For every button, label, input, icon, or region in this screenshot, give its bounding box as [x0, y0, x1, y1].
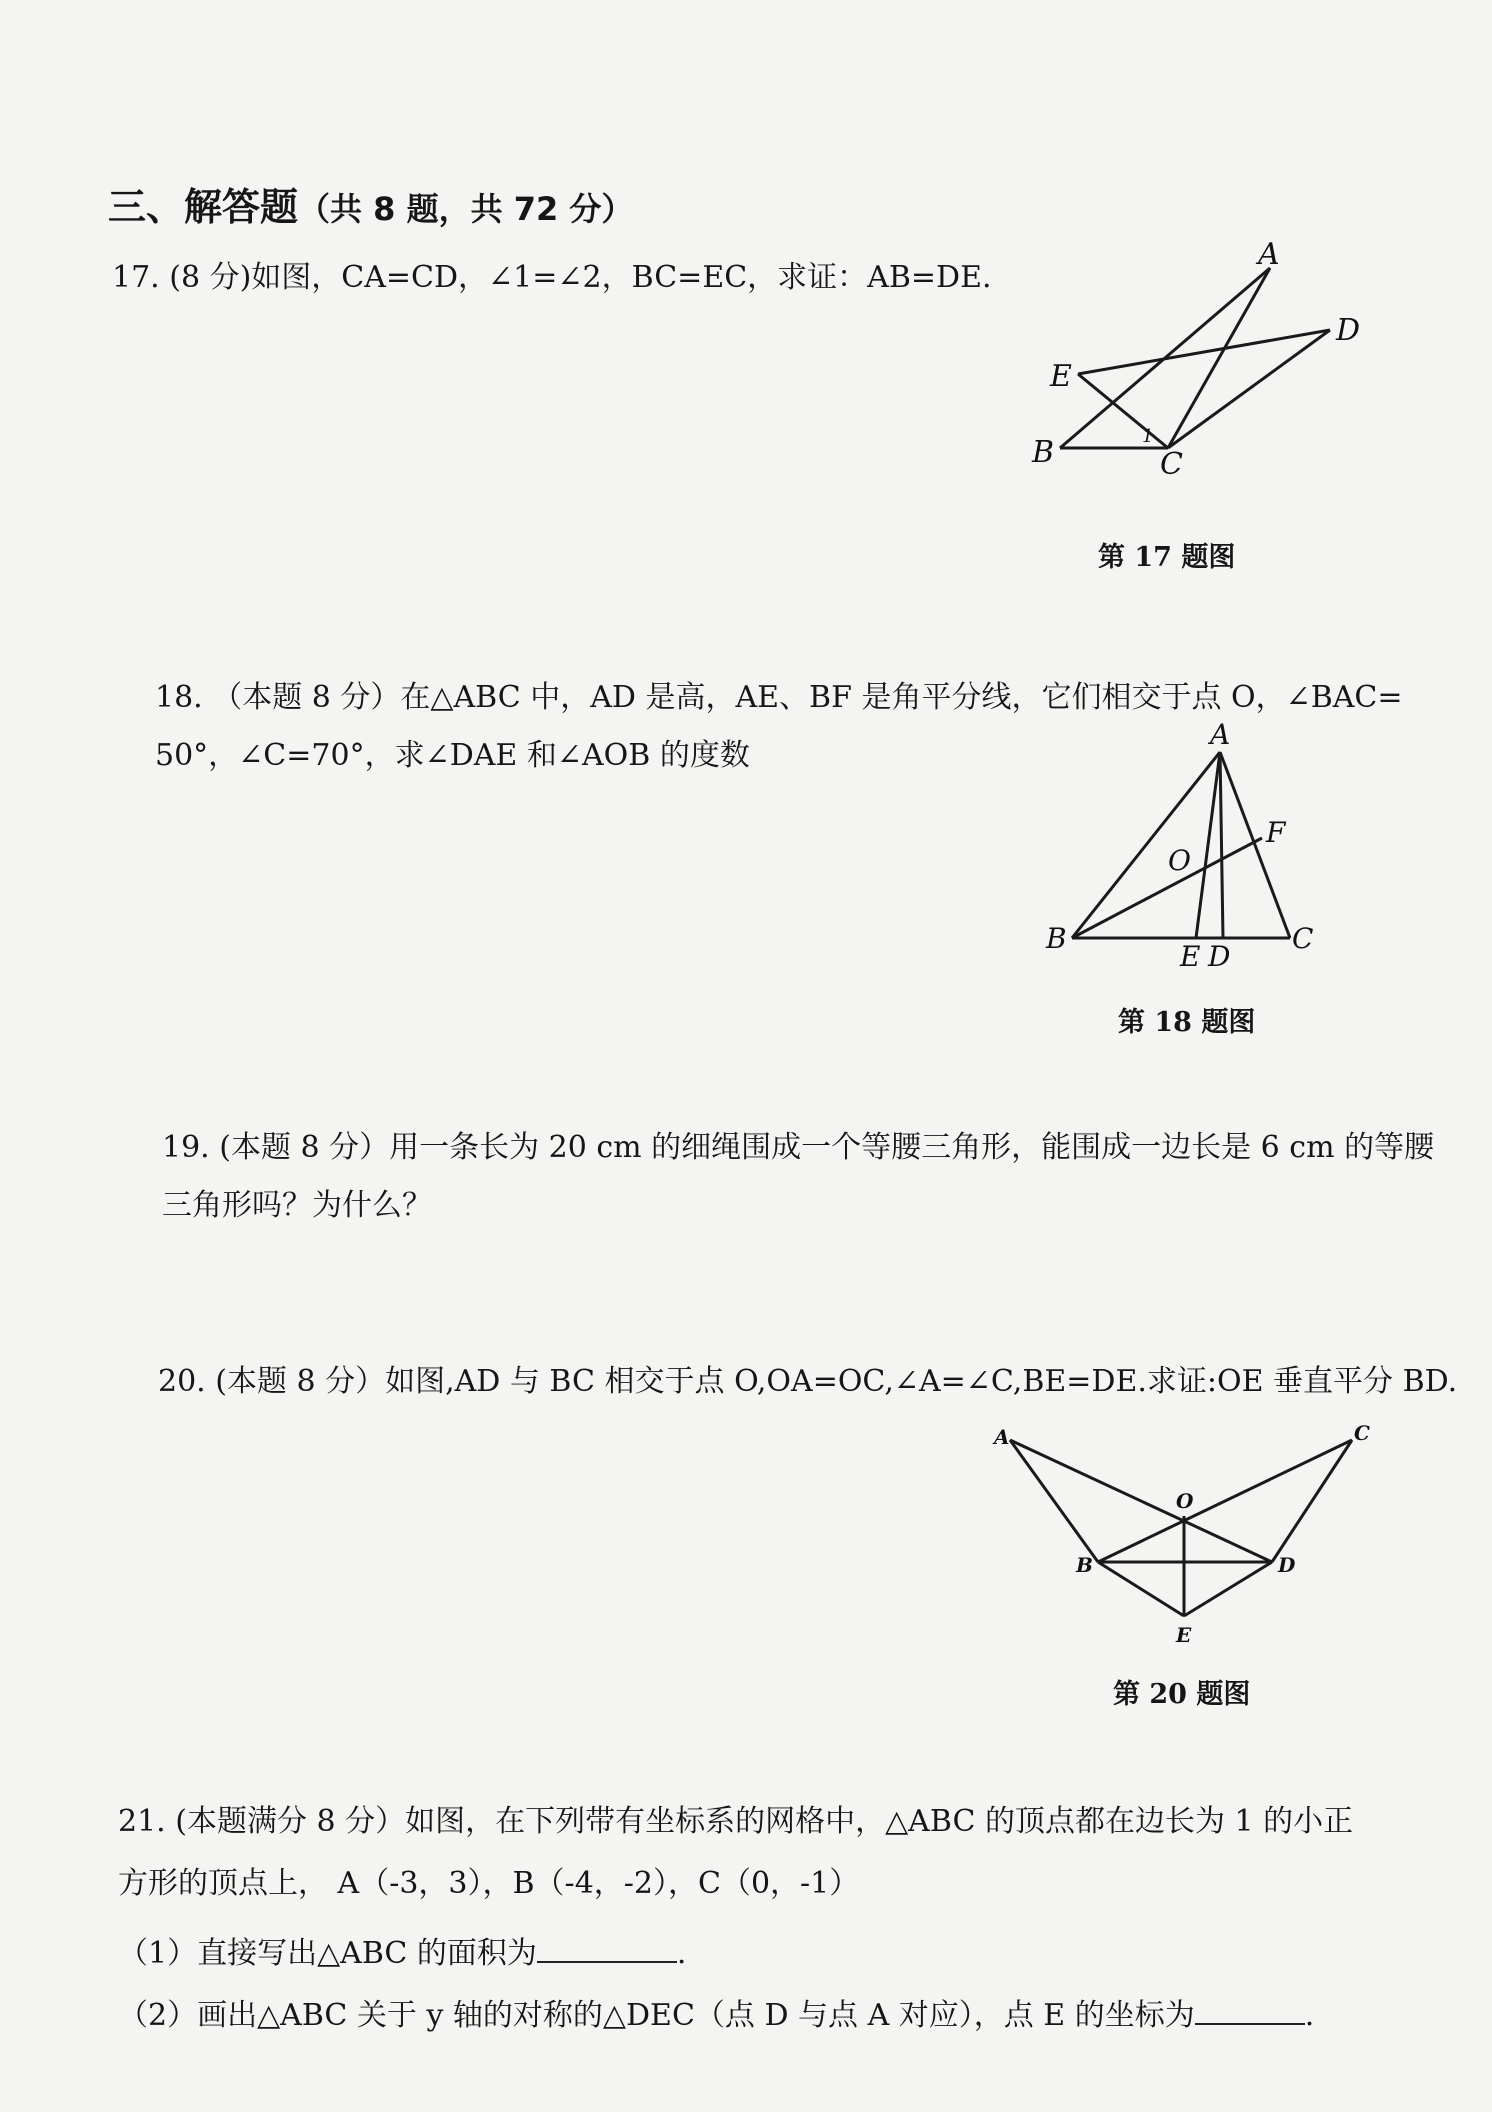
label-18-f: F — [1266, 816, 1286, 849]
question-20-text: 20. (本题 8 分）如图,AD 与 BC 相交于点 O,OA=OC,∠A=∠C,BE=DE.求证:OE 垂直平分 BD. — [158, 1364, 1458, 1399]
label-17-c: C — [1160, 447, 1183, 482]
section-title: 三、解答题 — [108, 185, 299, 229]
label-20-a: A — [994, 1425, 1010, 1449]
label-20-c: C — [1354, 1421, 1370, 1445]
label-18-b: B — [1046, 922, 1067, 955]
caption-17: 第 17 题图 — [1098, 542, 1236, 573]
label-20-o: O — [1176, 1489, 1194, 1513]
question-21-part2 — [118, 1990, 1314, 2034]
segment-ad — [1220, 752, 1223, 938]
part1-end: . — [676, 1936, 687, 1971]
segment-ac — [1168, 268, 1270, 448]
label-18-o: O — [1168, 844, 1191, 877]
figure-17 — [1020, 237, 1380, 482]
label-17-a: A — [1258, 237, 1280, 272]
section-note: （共 8 题，共 72 分） — [298, 190, 634, 228]
label-20-e: E — [1176, 1623, 1192, 1647]
question-17-text: 17. (8 分)如图，CA=CD，∠1=∠2，BC=EC，求证：AB=DE. — [112, 260, 992, 295]
caption-20: 第 20 题图 — [1113, 1679, 1251, 1710]
question-21-line1: 21. (本题满分 8 分）如图，在下列带有坐标系的网格中，△ABC 的顶点都在边长为 1 的小正 — [118, 1804, 1354, 1839]
segment-cd — [1168, 330, 1330, 448]
segment-ad — [1010, 1440, 1272, 1562]
question-19-line2: 三角形吗？为什么？ — [162, 1188, 432, 1223]
segment-de — [1184, 1562, 1272, 1616]
segment-cb — [1098, 1440, 1352, 1562]
segment-ec — [1078, 374, 1168, 448]
segment-ed — [1078, 330, 1330, 374]
label-18-e: E — [1180, 940, 1201, 973]
label-17-e: E — [1050, 359, 1072, 394]
part2-text: （2）画出△ABC 关于 y 轴的对称的△DEC（点 D 与点 A 对应），点 E 的坐标为 — [118, 1998, 1195, 2033]
question-21-part1 — [118, 1928, 686, 1972]
part2-end: . — [1304, 1998, 1315, 2033]
question-19-line1: 19. (本题 8 分）用一条长为 20 cm 的细绳围成一个等腰三角形，能围成一边长是 6 cm 的等腰 — [162, 1130, 1435, 1165]
label-18-c: C — [1292, 922, 1314, 955]
label-20-d: D — [1278, 1553, 1296, 1577]
answer-blank-area[interactable] — [537, 1931, 677, 1963]
question-18-line2: 50°，∠C=70°，求∠DAE 和∠AOB 的度数 — [155, 738, 750, 773]
label-18-a: A — [1210, 718, 1231, 751]
part1-text: （1）直接写出△ABC 的面积为 — [118, 1936, 537, 1971]
label-17-angle-1: 1 — [1142, 426, 1154, 447]
answer-blank-coordinate[interactable] — [1195, 1993, 1305, 2025]
label-20-b: B — [1076, 1553, 1093, 1577]
figure-18 — [1040, 718, 1340, 973]
figure-20 — [990, 1420, 1380, 1650]
label-17-d: D — [1336, 313, 1361, 348]
section-heading — [108, 176, 633, 231]
segment-ab — [1010, 1440, 1098, 1562]
segment-bf — [1072, 838, 1262, 938]
caption-18: 第 18 题图 — [1118, 1007, 1256, 1038]
label-18-d: D — [1208, 940, 1231, 973]
question-18-line1: 18. （本题 8 分）在△ABC 中，AD 是高，AE、BF 是角平分线，它们相交于点 O，∠BAC= — [155, 680, 1403, 715]
question-21-line2: 方形的顶点上， A（-3，3），B（-4，-2），C（0，-1） — [118, 1866, 860, 1901]
segment-ab — [1072, 752, 1220, 938]
segment-be — [1098, 1562, 1184, 1616]
label-17-b: B — [1032, 435, 1055, 470]
